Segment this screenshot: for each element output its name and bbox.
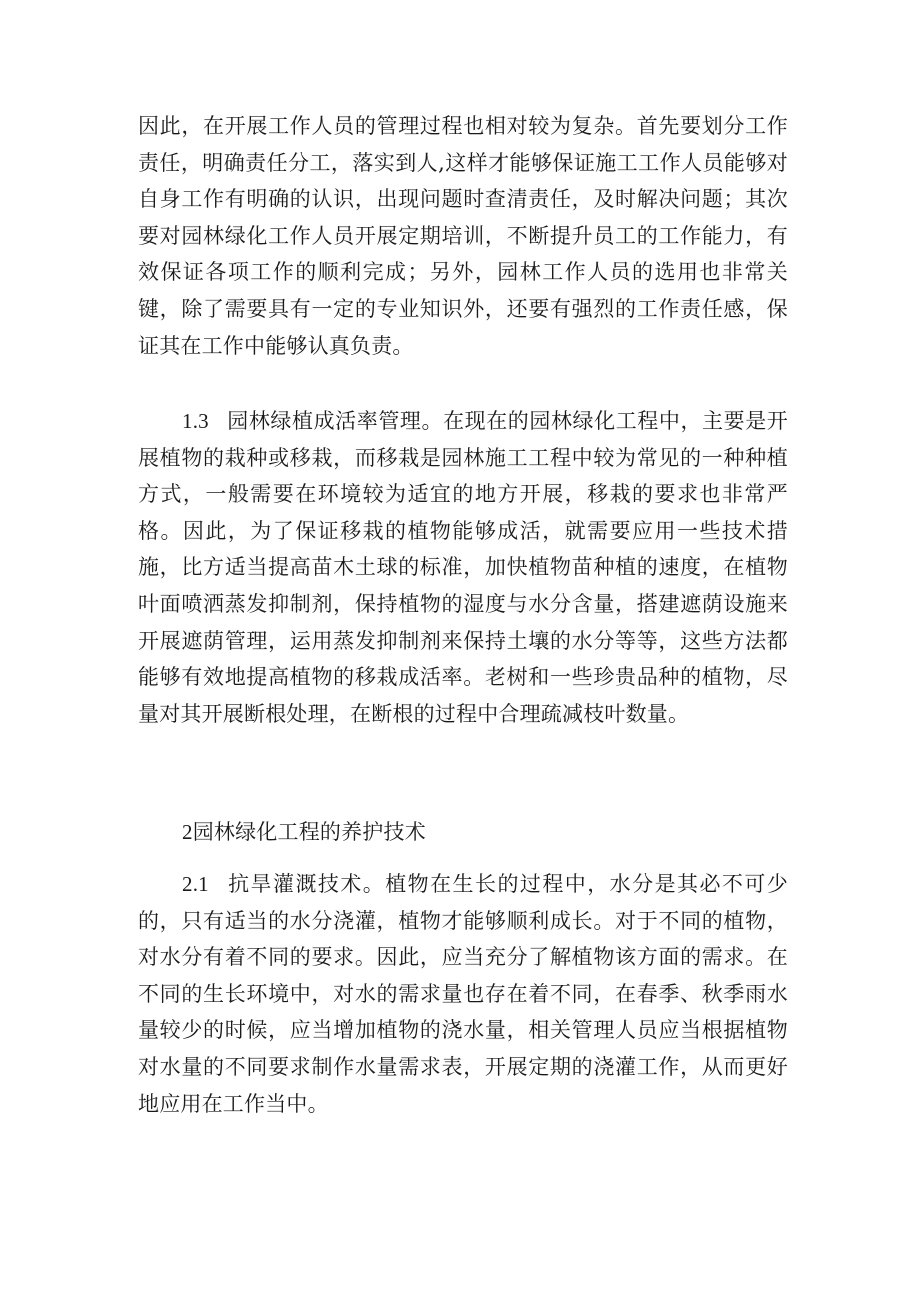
section-2-1-text: 抗旱灌溉技术。植物在生长的过程中，水分是其必不可少的，只有适当的水分浇灌，植物才能够顺利成长。对于不同的植物，对水分有着不同的要求。因此，应当充分了解植物该方面的需求。在不同的生长环境中，对水的需求量也存在着不同，在春季、秋季雨水量较少的时候，应当增加植物的浇水量，相关管理人员应当根据植物对水量的不同要求制作水量需求表，开展定期的浇灌工作，从而更好地应用在工作当中。 (138, 872, 788, 1116)
section-2-heading (138, 814, 788, 851)
section-1-3-paragraph (138, 403, 788, 732)
section-2-1-number: 2.1 (182, 872, 209, 896)
body-paragraph-personnel-management: 因此，在开展工作人员的管理过程也相对较为复杂。首先要划分工作责任，明确责任分工，落实到人,这样才能够保证施工工作人员能够对自身工作有明确的认识，出现问题时查清责任，及时解决问题；其次要对园林绿化工作人员开展定期培训，不断提升员工的工作能力，有效保证各项工作的顺利完成；另外，园林工作人员的选用也非常关键，除了需要具有一定的专业知识外，还要有强烈的工作责任感，保证其在工作中能够认真负责。 (138, 114, 788, 358)
section-2-heading-number: 2 (182, 820, 193, 844)
section-1-3-text: 园林绿植成活率管理。在现在的园林绿化工程中，主要是开展植物的栽种或移栽，而移栽是园林施工工程中较为常见的一种种植方式，一般需要在环境较为适宜的地方开展，移栽的要求也非常严格。因此，为了保证移栽的植物能够成活，就需要应用一些技术措施，比方适当提高苗木土球的标准，加快植物苗种植的速度，在植物叶面喷洒蒸发抑制剂，保持植物的湿度与水分含量，搭建遮荫设施来开展遮荫管理，运用蒸发抑制剂来保持土壤的水分等等，这些方法都能够有效地提高植物的移栽成活率。老树和一些珍贵品种的植物，尽量对其开展断根处理，在断根的过程中合理疏减枝叶数量。 (138, 409, 788, 726)
section-2-1-paragraph (138, 866, 788, 1122)
section-2-heading-title: 园林绿化工程的养护技术 (192, 820, 426, 844)
section-1-3-number: 1.3 (182, 409, 209, 433)
